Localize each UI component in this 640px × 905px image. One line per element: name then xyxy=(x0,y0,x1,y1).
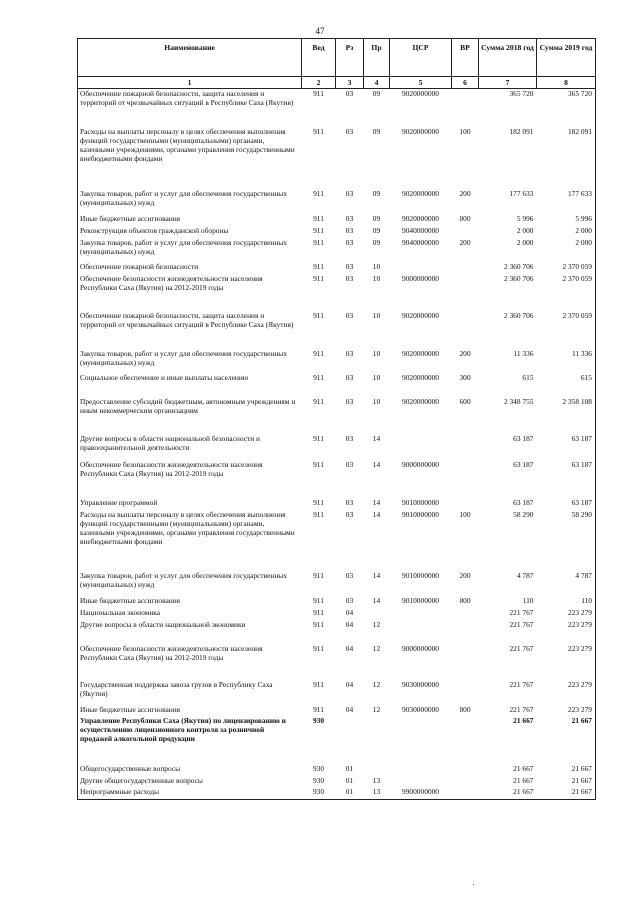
cell-name: Национальная экономика xyxy=(78,608,302,620)
cell-pr xyxy=(364,608,390,620)
cell-csr: 9010000000 xyxy=(402,570,439,580)
table-row xyxy=(78,620,596,644)
cell-ved: 930 xyxy=(312,763,325,773)
table-row xyxy=(78,238,596,262)
cell-csr: 9010000000 xyxy=(402,497,439,507)
table-row xyxy=(78,608,596,620)
column-number: 7 xyxy=(479,77,537,89)
cell-sum-2018: 365 720 xyxy=(509,89,534,98)
cell-ved: 911 xyxy=(313,237,324,247)
column-number: 5 xyxy=(390,77,452,89)
cell-rz: 01 xyxy=(336,787,364,800)
cell-csr: 9020000000 xyxy=(402,188,439,198)
table-row xyxy=(78,644,596,680)
cell-sum-2018: 110 xyxy=(522,595,534,605)
cell-ved: 911 xyxy=(313,607,324,617)
cell-csr: 9900000000 xyxy=(390,787,452,800)
cell-ved: 911 xyxy=(313,704,324,714)
cell-vr: 600 xyxy=(459,396,471,406)
cell-sum-2019: 4 787 xyxy=(537,571,596,596)
cell-name: Реконструкция объектов гражданской обороны xyxy=(78,226,302,238)
cell-csr xyxy=(390,776,452,787)
table-row xyxy=(78,373,596,397)
table-row xyxy=(78,498,596,510)
cell-ved: 911 xyxy=(313,619,324,629)
cell-rz: 03 xyxy=(345,570,354,580)
cell-sum-2018: 2 360 706 xyxy=(503,273,534,283)
cell-name: Другие общегосударственные вопросы xyxy=(78,776,302,787)
cell-rz: 03 xyxy=(345,310,354,320)
cell-sum-2018: 11 336 xyxy=(513,348,534,358)
cell-csr: 9040000000 xyxy=(402,225,439,235)
cell-vr: 200 xyxy=(459,237,471,247)
cell-name: Закупка товаров, работ и услуг для обеспечения государственных (муниципальных) нужд xyxy=(78,238,302,262)
header-pr: Пр xyxy=(364,39,390,77)
cell-pr: 12 xyxy=(372,704,381,714)
cell-csr: 9020000000 xyxy=(402,213,439,223)
cell-rz: 03 xyxy=(345,273,354,283)
cell-pr: 12 xyxy=(372,679,381,689)
cell-pr: 10 xyxy=(372,348,381,358)
table-row xyxy=(78,510,596,571)
column-number: 2 xyxy=(302,77,336,89)
table-row xyxy=(78,226,596,238)
cell-rz: 03 xyxy=(345,188,354,198)
cell-pr: 09 xyxy=(372,237,381,247)
cell-pr: 14 xyxy=(372,595,381,605)
table-row xyxy=(78,349,596,373)
cell-ved: 911 xyxy=(313,225,324,235)
cell-sum-2019: 2 370 059 xyxy=(537,311,596,349)
cell-rz: 03 xyxy=(345,261,354,271)
cell-rz: 04 xyxy=(345,704,354,714)
cell-pr: 13 xyxy=(372,775,381,785)
cell-ved: 911 xyxy=(313,643,324,653)
cell-sum-2018: 2 000 xyxy=(516,225,534,235)
cell-rz: 01 xyxy=(345,763,354,773)
cell-ved: 930 xyxy=(312,715,325,725)
cell-sum-2018: 21 667 xyxy=(479,787,537,800)
cell-ved: 911 xyxy=(313,348,324,358)
cell-pr xyxy=(364,716,390,764)
cell-sum-2019: 223 279 xyxy=(537,705,596,716)
cell-vr xyxy=(452,620,479,644)
table-row xyxy=(78,460,596,498)
table-row xyxy=(78,596,596,608)
cell-vr: 100 xyxy=(459,126,471,136)
cell-ved: 911 xyxy=(313,213,324,223)
cell-sum-2018: 221 767 xyxy=(509,643,534,653)
cell-csr: 9000000000 xyxy=(402,273,439,283)
table-row xyxy=(78,716,596,764)
cell-name: Обеспечение пожарной безопасности xyxy=(78,262,302,274)
cell-csr: 9010000000 xyxy=(402,595,439,605)
cell-name: Обеспечение безопасности жизнедеятельности населения Республики Саха (Якутия) на 2012-2019 годы xyxy=(78,460,302,498)
cell-sum-2018: 63 187 xyxy=(513,497,534,507)
table-row xyxy=(78,127,596,189)
cell-pr: 10 xyxy=(372,310,381,320)
cell-vr: 200 xyxy=(459,188,471,198)
cell-vr xyxy=(452,716,479,764)
cell-csr: 9030000000 xyxy=(402,679,439,689)
cell-ved: 911 xyxy=(313,459,324,469)
cell-csr: 9020000000 xyxy=(402,126,439,136)
header-vr: ВР xyxy=(452,39,479,77)
cell-sum-2018: 21 667 xyxy=(513,775,534,785)
header-sum-2019: Сумма 2019 год xyxy=(537,39,596,77)
cell-pr: 12 xyxy=(372,643,381,653)
header-ved: Вед xyxy=(302,39,336,77)
cell-name: Иные бюджетные ассигнования xyxy=(78,705,302,716)
cell-csr: 9020000000 xyxy=(402,348,439,358)
cell-csr: 9000000000 xyxy=(402,459,439,469)
cell-rz: 03 xyxy=(345,126,354,136)
cell-rz: 03 xyxy=(345,213,354,223)
cell-vr xyxy=(452,226,479,238)
table-row xyxy=(78,397,596,434)
cell-csr xyxy=(390,716,452,764)
column-number: 8 xyxy=(537,77,596,89)
column-number: 6 xyxy=(452,77,479,89)
cell-pr xyxy=(364,764,390,776)
cell-sum-2019: 615 xyxy=(537,373,596,397)
cell-ved: 911 xyxy=(313,396,324,406)
cell-pr: 14 xyxy=(372,570,381,580)
table-row xyxy=(78,764,596,776)
cell-vr: 800 xyxy=(459,704,471,714)
cell-name: Другие вопросы в области национальной безопасности и правоохранительной деятельности xyxy=(78,434,302,460)
cell-vr xyxy=(452,608,479,620)
table-row xyxy=(78,262,596,274)
cell-name: Обеспечение пожарной безопасности, защита населения и территорий от чрезвычайных ситуаций в Республике Саха (Якутия) xyxy=(78,89,302,127)
cell-pr: 14 xyxy=(372,459,381,469)
cell-ved: 911 xyxy=(313,570,324,580)
cell-vr: 100 xyxy=(459,509,471,519)
cell-pr: 10 xyxy=(372,372,381,382)
header-rz: Рз xyxy=(336,39,364,77)
cell-vr: 200 xyxy=(459,570,471,580)
cell-sum-2019: 223 279 xyxy=(537,644,596,680)
cell-ved: 930 xyxy=(302,787,336,800)
cell-sum-2019: 63 187 xyxy=(537,434,596,460)
cell-rz: 03 xyxy=(345,396,354,406)
cell-rz: 04 xyxy=(345,643,354,653)
cell-vr xyxy=(452,311,479,349)
cell-rz: 04 xyxy=(345,679,354,689)
scan-artifact xyxy=(473,884,474,885)
cell-name: Непрограммные расходы xyxy=(78,787,302,800)
cell-rz: 03 xyxy=(345,89,354,98)
cell-pr: 09 xyxy=(372,188,381,198)
cell-sum-2018: 221 767 xyxy=(509,619,534,629)
table-row xyxy=(78,680,596,705)
cell-ved: 911 xyxy=(313,372,324,382)
cell-sum-2018: 63 187 xyxy=(513,459,534,469)
cell-vr xyxy=(452,274,479,311)
cell-sum-2019: 21 667 xyxy=(537,764,596,776)
cell-pr: 13 xyxy=(364,787,390,800)
cell-sum-2019: 21 667 xyxy=(537,776,596,787)
cell-pr: 14 xyxy=(372,433,381,443)
cell-sum-2019: 177 633 xyxy=(537,189,596,214)
column-number: 1 xyxy=(78,77,302,89)
cell-sum-2019: 58 290 xyxy=(537,510,596,571)
cell-sum-2019: 2 370 059 xyxy=(537,274,596,311)
column-number: 3 xyxy=(336,77,364,89)
table-row xyxy=(78,571,596,596)
table-row xyxy=(78,787,596,800)
cell-sum-2019: 21 667 xyxy=(537,787,596,800)
table-header xyxy=(78,39,596,89)
cell-sum-2018: 615 xyxy=(522,372,534,382)
cell-csr xyxy=(390,434,452,460)
cell-ved: 911 xyxy=(313,310,324,320)
page-number: 47 xyxy=(315,26,325,36)
cell-name: Управление Республики Саха (Якутия) по лицензированию и осуществлению лицензионного контроля за розничной продажей алкогольной продукции xyxy=(78,716,302,764)
cell-pr: 14 xyxy=(372,497,381,507)
table-row xyxy=(78,705,596,716)
cell-sum-2018: 182 091 xyxy=(509,126,534,136)
cell-sum-2018: 5 996 xyxy=(516,213,534,223)
cell-vr xyxy=(452,776,479,787)
budget-table xyxy=(77,38,596,800)
cell-ved: 911 xyxy=(313,433,324,443)
cell-csr: 9020000000 xyxy=(402,89,439,98)
cell-rz: 03 xyxy=(345,372,354,382)
cell-name: Обеспечение безопасности жизнедеятельности населения Республики Саха (Якутия) на 2012-2019 годы xyxy=(78,644,302,680)
header-name: Наименование xyxy=(78,39,302,77)
cell-sum-2019: 223 279 xyxy=(537,608,596,620)
cell-csr: 9020000000 xyxy=(402,396,439,406)
table-row xyxy=(78,214,596,226)
cell-sum-2018: 221 767 xyxy=(509,607,534,617)
cell-sum-2019: 21 667 xyxy=(537,716,596,764)
cell-sum-2019: 365 720 xyxy=(537,89,596,127)
cell-pr: 10 xyxy=(372,396,381,406)
cell-sum-2018: 221 767 xyxy=(509,704,534,714)
cell-name: Управление программой xyxy=(78,498,302,510)
cell-csr xyxy=(390,262,452,274)
cell-name: Предоставление субсидий бюджетным, автономным учреждениям и иным некоммерческим организациям xyxy=(78,397,302,434)
cell-csr xyxy=(390,620,452,644)
cell-sum-2019: 2 000 xyxy=(537,238,596,262)
cell-ved: 911 xyxy=(313,679,324,689)
cell-sum-2018: 63 187 xyxy=(513,433,534,443)
cell-rz: 03 xyxy=(345,225,354,235)
cell-rz: 03 xyxy=(345,237,354,247)
cell-name: Общегосударственные вопросы xyxy=(78,764,302,776)
cell-sum-2018: 21 667 xyxy=(513,763,534,773)
cell-vr xyxy=(452,764,479,776)
table-row xyxy=(78,311,596,349)
cell-pr: 09 xyxy=(372,225,381,235)
cell-name: Расходы на выплаты персоналу в целях обеспечения выполнения функций государственными (муниципальными) органами, казенными учреждениями, органами управления государственными внебюджетными фондами xyxy=(78,510,302,571)
table-row xyxy=(78,776,596,787)
table-body xyxy=(78,89,596,800)
cell-csr: 9020000000 xyxy=(402,310,439,320)
cell-rz: 03 xyxy=(345,459,354,469)
cell-vr xyxy=(452,680,479,705)
cell-sum-2018: 177 633 xyxy=(509,188,534,198)
cell-name: Иные бюджетные ассигнования xyxy=(78,214,302,226)
cell-ved: 911 xyxy=(313,273,324,283)
cell-name: Другие вопросы в области национальной экономики xyxy=(78,620,302,644)
cell-vr xyxy=(452,787,479,800)
cell-sum-2019: 2 000 xyxy=(537,226,596,238)
cell-vr xyxy=(452,434,479,460)
table-row xyxy=(78,89,596,127)
cell-pr: 10 xyxy=(372,273,381,283)
cell-rz: 03 xyxy=(345,348,354,358)
cell-csr xyxy=(390,764,452,776)
header-csr: ЦСР xyxy=(390,39,452,77)
cell-csr: 9030000000 xyxy=(402,704,439,714)
cell-ved: 911 xyxy=(313,188,324,198)
cell-sum-2018: 4 787 xyxy=(516,570,534,580)
cell-name: Обеспечение пожарной безопасности, защита населения и территорий от чрезвычайных ситуаций в Республике Саха (Якутия) xyxy=(78,311,302,349)
cell-rz: 03 xyxy=(345,497,354,507)
cell-csr xyxy=(390,608,452,620)
cell-vr: 300 xyxy=(459,372,471,382)
cell-sum-2019: 110 xyxy=(537,596,596,608)
cell-rz: 03 xyxy=(345,595,354,605)
cell-sum-2019: 63 187 xyxy=(537,460,596,498)
cell-rz: 01 xyxy=(345,775,354,785)
cell-sum-2019: 5 996 xyxy=(537,214,596,226)
table-row xyxy=(78,189,596,214)
cell-sum-2018: 2 348 755 xyxy=(503,396,534,406)
cell-pr: 14 xyxy=(372,509,381,519)
cell-sum-2019: 223 279 xyxy=(537,620,596,644)
cell-vr xyxy=(452,262,479,274)
header-sum-2018: Сумма 2018 год xyxy=(479,39,537,77)
cell-rz: 03 xyxy=(345,509,354,519)
cell-vr xyxy=(452,498,479,510)
cell-rz: 04 xyxy=(345,607,354,617)
cell-sum-2019: 63 187 xyxy=(537,498,596,510)
cell-sum-2019: 223 279 xyxy=(537,680,596,705)
cell-sum-2018: 21 667 xyxy=(513,715,534,725)
cell-sum-2019: 2 358 108 xyxy=(537,397,596,434)
table-row xyxy=(78,274,596,311)
cell-rz xyxy=(336,716,364,764)
cell-pr: 09 xyxy=(372,89,381,98)
cell-name: Иные бюджетные ассигнования xyxy=(78,596,302,608)
cell-name: Расходы на выплаты персоналу в целях обеспечения выполнения функций государственными (муниципальными) органами, казенными учреждениями, органами управления государственными внебюджетными фондами xyxy=(78,127,302,189)
cell-sum-2018: 221 767 xyxy=(509,679,534,689)
cell-sum-2018: 2 360 706 xyxy=(503,261,534,271)
cell-vr: 200 xyxy=(459,348,471,358)
cell-csr: 9010000000 xyxy=(402,509,439,519)
cell-vr: 800 xyxy=(459,213,471,223)
cell-name: Государственная поддержка завоза грузов в Республику Саха (Якутия) xyxy=(78,680,302,705)
cell-sum-2019: 11 336 xyxy=(537,349,596,373)
cell-pr: 09 xyxy=(372,213,381,223)
cell-sum-2018: 58 290 xyxy=(513,509,534,519)
cell-sum-2018: 2 360 706 xyxy=(503,310,534,320)
cell-vr xyxy=(452,644,479,680)
cell-ved: 911 xyxy=(313,261,324,271)
cell-vr xyxy=(452,460,479,498)
table-row xyxy=(78,434,596,460)
cell-name: Социальное обеспечение и иные выплаты населению xyxy=(78,373,302,397)
cell-ved: 911 xyxy=(313,509,324,519)
cell-vr: 800 xyxy=(459,595,471,605)
cell-csr: 9040000000 xyxy=(402,237,439,247)
cell-name: Закупка товаров, работ и услуг для обеспечения государственных (муниципальных) нужд xyxy=(78,349,302,373)
cell-csr: 9020000000 xyxy=(402,372,439,382)
cell-rz: 04 xyxy=(345,619,354,629)
cell-pr: 09 xyxy=(372,126,381,136)
cell-name: Обеспечение безопасности жизнедеятельности населения Республики Саха (Якутия) на 2012-2019 годы xyxy=(78,274,302,311)
cell-name: Закупка товаров, работ и услуг для обеспечения государственных (муниципальных) нужд xyxy=(78,189,302,214)
cell-ved: 930 xyxy=(312,775,325,785)
cell-sum-2018: 2 000 xyxy=(516,237,534,247)
cell-vr xyxy=(452,89,479,127)
cell-csr: 9000000000 xyxy=(402,643,439,653)
cell-pr: 10 xyxy=(372,261,381,271)
cell-rz: 03 xyxy=(345,433,354,443)
cell-ved: 911 xyxy=(313,126,324,136)
cell-pr: 12 xyxy=(372,619,381,629)
cell-name: Закупка товаров, работ и услуг для обеспечения государственных (муниципальных) нужд xyxy=(78,571,302,596)
cell-ved: 911 xyxy=(313,497,324,507)
cell-ved: 911 xyxy=(313,89,324,98)
cell-sum-2019: 182 091 xyxy=(537,127,596,189)
cell-sum-2019: 2 370 059 xyxy=(537,262,596,274)
cell-ved: 911 xyxy=(313,595,324,605)
column-number-row xyxy=(78,77,596,89)
column-number: 4 xyxy=(364,77,390,89)
